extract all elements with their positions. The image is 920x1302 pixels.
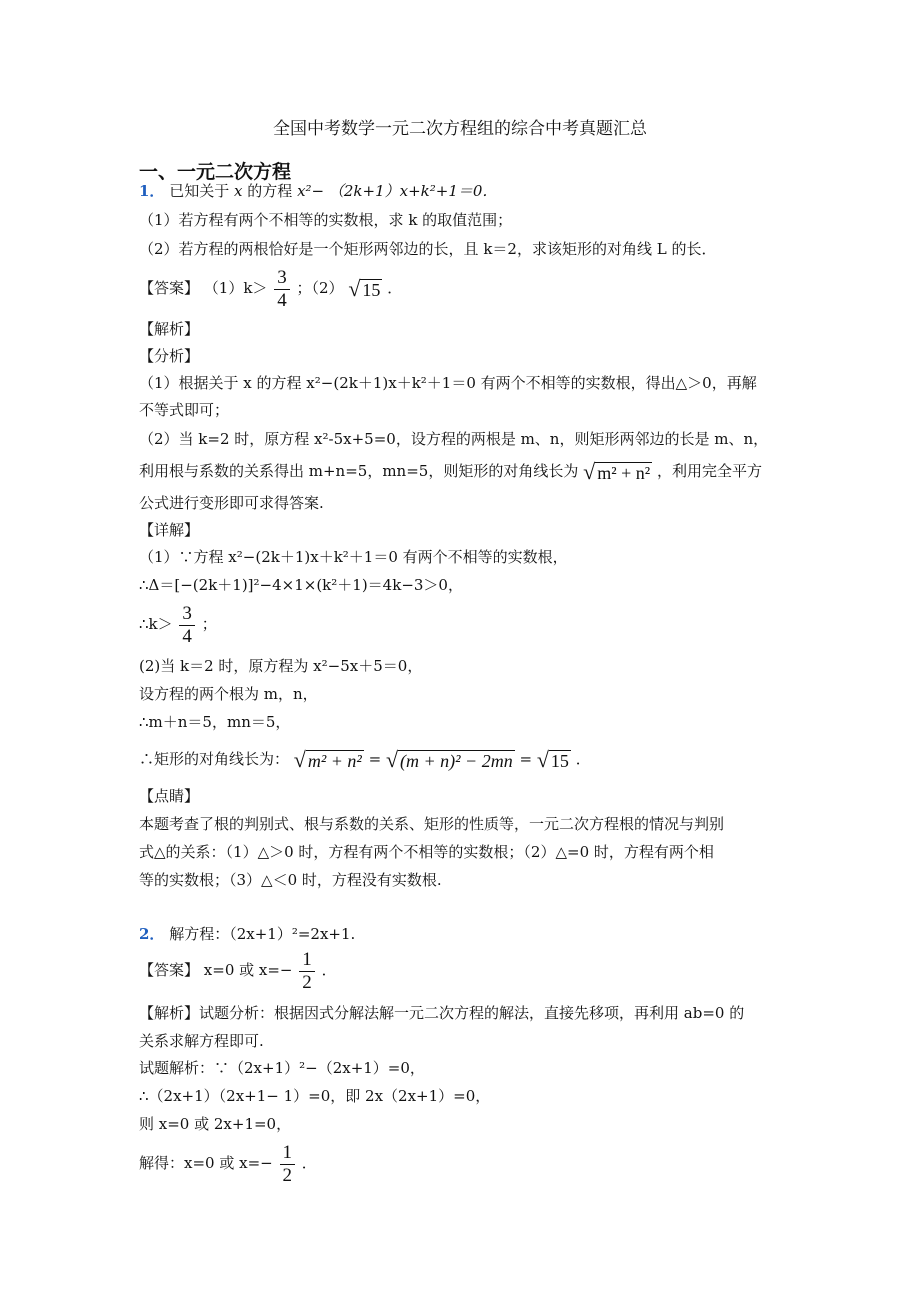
statement-text: 已知关于 — [169, 182, 230, 200]
fenxi-text-line — [139, 456, 762, 488]
detail-text: ∴矩形的对角线长为： — [139, 750, 290, 768]
fenxi-text: 利用根与系数的关系得出 m+n=5，mn=5，则矩形的对角线长为 — [139, 462, 579, 480]
problem-number: 1． — [139, 182, 165, 200]
numerator: 1 — [280, 1142, 296, 1165]
solution-text: 试题解析：∵（2x+1）²−（2x+1）=0， — [139, 1059, 425, 1077]
detail-text: 设方程的两个根为 m，n， — [139, 685, 318, 703]
analysis-text: 【解析】试题分析：根据因式分解法解一元二次方程的解法，直接先移项，再利用 ab=0 的 — [139, 1004, 745, 1022]
variable-x: x — [234, 182, 243, 200]
denominator: 2 — [282, 1164, 292, 1186]
question-2: （2）若方程的两根恰好是一个矩形两邻边的长，且 k＝2，求该矩形的对角线 L 的长． — [139, 240, 717, 258]
dianjing-text: 式△的关系：（1）△＞0 时，方程有两个不相等的实数根；（2）△=0 时，方程有两个相 — [139, 843, 714, 861]
solution-text: 解得：x=0 或 x=− — [139, 1154, 273, 1172]
fenxi-text: （1）根据关于 x 的方程 x²−(2k＋1)x＋k²＋1＝0 有两个不相等的实数根，得出△＞0，再解 — [139, 374, 757, 392]
fraction — [280, 1142, 296, 1187]
equation: x²− （2k+1）x+k²+1＝0． — [297, 182, 498, 200]
section-heading: 一、一元二次方程 — [139, 161, 292, 183]
denominator: 4 — [182, 625, 192, 647]
detail-text: ． — [575, 750, 591, 768]
fraction — [274, 267, 290, 312]
problem-2-statement — [139, 924, 355, 944]
dianjing-label: 【点睛】 — [139, 787, 200, 805]
denominator: 4 — [277, 289, 287, 311]
dianjing-text: 本题考查了根的判别式、根与系数的关系、矩形的性质等，一元二次方程根的情况与判别 — [139, 815, 725, 833]
numerator: 3 — [274, 267, 290, 290]
detail-text: ∴m＋n＝5，mn＝5， — [139, 713, 291, 731]
page-title: 全国中考数学一元二次方程组的综合中考真题汇总 — [273, 119, 647, 139]
problem-number: 2． — [139, 925, 165, 943]
detail-label: 【详解】 — [139, 521, 200, 539]
radicand: m² + n² — [597, 462, 651, 483]
detail-text: ∴k＞ — [139, 615, 173, 633]
statement-text: 的方程 — [247, 182, 293, 200]
square-root: √ (m + n)² − 2mn — [385, 746, 513, 772]
equals: = — [368, 750, 386, 768]
detail-text: ； — [201, 615, 217, 633]
dianjing-text: 等的实数根；（3）△＜0 时，方程没有实数根. — [139, 871, 442, 889]
statement-text: 解方程：（2x+1）²=2x+1. — [169, 925, 356, 943]
radicand: (m + n)² − 2mn — [400, 750, 513, 771]
analysis-text: 关系求解方程即可. — [139, 1032, 264, 1050]
answer-text: ；（2） — [296, 279, 344, 297]
detail-text: (2)当 k＝2 时，原方程为 x²−5x＋5＝0， — [139, 657, 423, 675]
answer-end: ． — [387, 279, 403, 297]
square-root: √ m² + n² — [583, 458, 651, 484]
radicand: m² + n² — [307, 750, 362, 771]
detail-text: ∴Δ＝[−(2k＋1)]²−4×1×(k²＋1)＝4k−3＞0， — [139, 576, 463, 594]
detail-line — [139, 742, 591, 778]
fenxi-text: 公式进行变形即可求得答案. — [139, 494, 324, 512]
answer-label: 【答案】 — [139, 279, 200, 297]
square-root: √ m² + n² — [293, 746, 362, 772]
denominator: 2 — [302, 971, 312, 993]
fraction — [179, 603, 195, 648]
analysis-label: 【解析】 — [139, 320, 200, 338]
problem-1-statement — [139, 181, 497, 201]
answer-text: x=0 或 x=− — [203, 961, 293, 979]
question-1: （1）若方程有两个不相等的实数根，求 k 的取值范围； — [139, 211, 513, 229]
equals: = — [519, 750, 537, 768]
square-root: √ 15 — [348, 275, 381, 301]
detail-text: （1）∵方程 x²−(2k＋1)x＋k²＋1＝0 有两个不相等的实数根， — [139, 548, 568, 566]
fenxi-text: ，利用完全平方 — [656, 462, 762, 480]
square-root: √ 15 — [536, 746, 569, 772]
solution-text: ∴（2x+1）（2x+1− 1）=0，即 2x（2x+1）=0， — [139, 1087, 491, 1105]
answer-line — [139, 266, 402, 312]
fenxi-text: 不等式即可； — [139, 401, 230, 419]
answer-text: （1）k＞ — [203, 279, 268, 297]
solution-text: 则 x=0 或 2x+1=0， — [139, 1115, 292, 1133]
radicand: 15 — [362, 279, 381, 300]
fraction — [299, 949, 315, 994]
numerator: 3 — [179, 603, 195, 626]
radicand: 15 — [550, 750, 569, 771]
fenxi-label: 【分析】 — [139, 347, 200, 365]
fenxi-text: （2）当 k=2 时，原方程 x²-5x+5=0，设方程的两根是 m、n，则矩形两邻边的长是 m、n， — [139, 430, 769, 448]
detail-line — [139, 602, 217, 648]
numerator: 1 — [299, 949, 315, 972]
solution-text: ． — [301, 1154, 317, 1172]
answer-end: ． — [321, 961, 337, 979]
solution-line — [139, 1141, 317, 1187]
answer-line — [139, 948, 337, 994]
answer-label: 【答案】 — [139, 961, 200, 979]
